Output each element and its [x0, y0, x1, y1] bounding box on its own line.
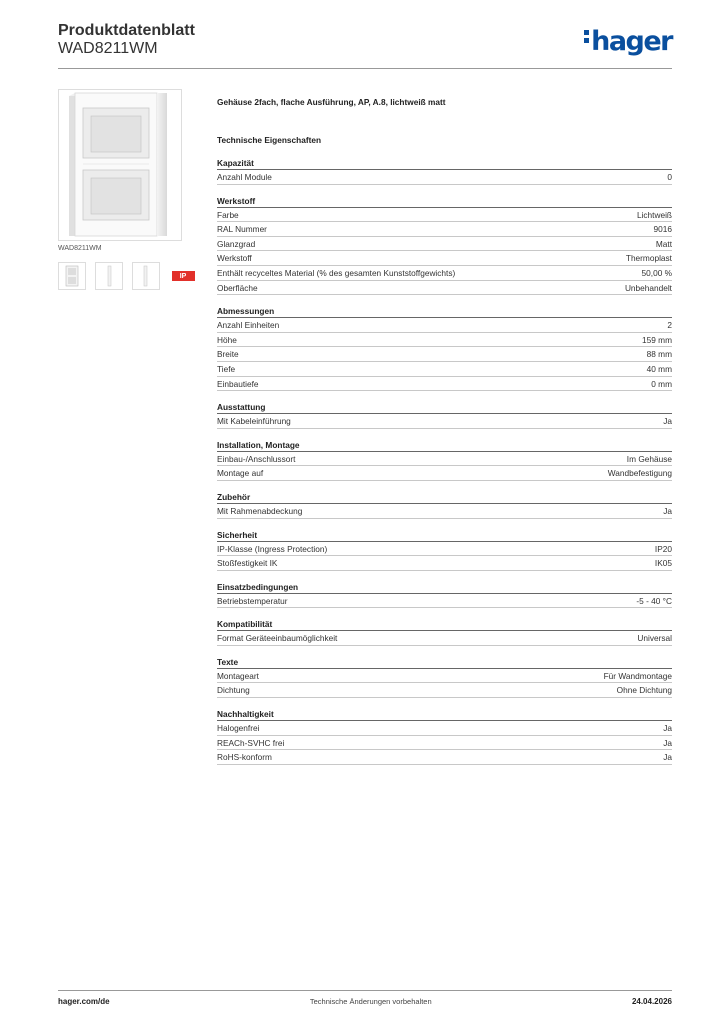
spec-label: Breite [217, 349, 239, 360]
image-caption: WAD8211WM [58, 245, 102, 252]
tech-properties-heading: Technische Eigenschaften [217, 135, 322, 145]
section-title: Kapazität [217, 156, 672, 170]
spec-label: Einbau-/Anschlussort [217, 453, 296, 464]
spec-section [217, 617, 672, 646]
spec-row [217, 721, 672, 736]
spec-row [217, 750, 672, 765]
spec-row [217, 318, 672, 333]
spec-label: RAL Nummer [217, 224, 267, 235]
section-title: Ausstattung [217, 400, 672, 414]
spec-value: Ja [663, 752, 672, 763]
section-title: Nachhaltigkeit [217, 707, 672, 721]
section-title: Kompatibilität [217, 617, 672, 631]
spec-sections [217, 156, 672, 765]
thumbnail-side-alt[interactable] [132, 262, 160, 290]
thumbnail-front[interactable] [58, 262, 86, 290]
spec-section [217, 194, 672, 296]
section-title: Werkstoff [217, 194, 672, 208]
spec-label: Enthält recyceltes Material (% des gesamten Kunststoffgewichts) [217, 267, 456, 278]
footer-disclaimer: Technische Änderungen vorbehalten [309, 997, 432, 1006]
enclosure-thumb-icon [65, 265, 79, 287]
spec-label: Format Geräteeinbaumöglichkeit [217, 633, 338, 644]
spec-value: Matt [655, 238, 672, 249]
spec-row [217, 736, 672, 751]
thumbnail-strip [58, 262, 197, 290]
footer-divider [58, 990, 672, 991]
spec-section [217, 438, 672, 481]
specification-content [217, 95, 672, 774]
spec-value: 9016 [653, 224, 672, 235]
section-title: Abmessungen [217, 304, 672, 318]
spec-row [217, 631, 672, 646]
document-title: Produktdatenblatt [58, 22, 195, 39]
page-header [58, 22, 672, 68]
enclosure-image-icon [59, 90, 181, 240]
spec-label: Werkstoff [217, 253, 252, 264]
spec-value: Ja [663, 416, 672, 427]
spec-value: Ohne Dichtung [616, 685, 672, 696]
spec-row [217, 594, 672, 609]
spec-value: Wandbefestigung [607, 468, 672, 479]
spec-label: Mit Kabeleinführung [217, 416, 291, 427]
header-divider [58, 68, 672, 69]
hager-logo [584, 26, 672, 57]
footer-date: 24.04.2026 [631, 997, 672, 1006]
product-image [58, 89, 182, 241]
section-title: Sicherheit [217, 528, 672, 542]
spec-value: 40 mm [646, 363, 672, 374]
spec-row [217, 208, 672, 223]
thumbnail-ip-rating[interactable] [169, 262, 197, 290]
spec-section [217, 655, 672, 698]
spec-row [217, 556, 672, 571]
spec-row [217, 170, 672, 185]
logo-dots-icon [584, 27, 589, 46]
spec-section [217, 707, 672, 765]
spec-label: Montageart [217, 670, 259, 681]
spec-value: 0 mm [651, 378, 672, 389]
spec-row [217, 281, 672, 296]
spec-label: Dichtung [217, 685, 250, 696]
spec-value: Thermoplast [625, 253, 672, 264]
spec-value: 50,00 % [641, 267, 672, 278]
product-description: Gehäuse 2fach, flache Ausführung, AP, A.8, lichtweiß matt [217, 97, 446, 107]
spec-row [217, 669, 672, 684]
spec-label: Farbe [217, 209, 239, 220]
section-title: Einsatzbedingungen [217, 580, 672, 594]
spec-value: Im Gehäuse [626, 453, 672, 464]
spec-value: 88 mm [646, 349, 672, 360]
spec-value: 0 [667, 172, 672, 182]
section-title: Installation, Montage [217, 438, 672, 452]
spec-value: Ja [663, 737, 672, 748]
spec-label: Oberfläche [217, 282, 258, 293]
spec-label: IP-Klasse (Ingress Protection) [217, 543, 328, 554]
spec-label: Stoßfestigkeit IK [217, 558, 278, 569]
spec-label: REACh-SVHC frei [217, 737, 285, 748]
spec-label: Montage auf [217, 468, 264, 479]
spec-section [217, 528, 672, 571]
section-title: Zubehör [217, 490, 672, 504]
section-title: Texte [217, 655, 672, 669]
spec-label: Anzahl Einheiten [217, 320, 280, 331]
spec-value: IP20 [654, 543, 672, 554]
spec-row [217, 347, 672, 362]
spec-row [217, 504, 672, 519]
spec-label: Anzahl Module [217, 172, 272, 182]
spec-row [217, 266, 672, 281]
spec-row [217, 452, 672, 467]
spec-section [217, 304, 672, 391]
ip-rating-icon [172, 271, 195, 281]
spec-label: Glanzgrad [217, 238, 256, 249]
spec-value: Ja [663, 723, 672, 734]
spec-value: -5 - 40 °C [636, 595, 672, 606]
spec-section [217, 580, 672, 609]
spec-row [217, 362, 672, 377]
spec-row [217, 414, 672, 429]
spec-label: Betriebstemperatur [217, 595, 288, 606]
spec-value: 159 mm [642, 334, 672, 345]
footer-website[interactable]: hager.com/de [58, 997, 110, 1006]
spec-section [217, 156, 672, 185]
spec-value: IK05 [654, 558, 672, 569]
spec-label: Einbautiefe [217, 378, 259, 389]
spec-label: Halogenfrei [217, 723, 260, 734]
side-view-icon [105, 265, 113, 287]
spec-value: Lichtweiß [636, 209, 672, 220]
spec-value: Für Wandmontage [603, 670, 672, 681]
spec-row [217, 683, 672, 698]
spec-label: Tiefe [217, 363, 236, 374]
ip-badge-label: IP [179, 272, 187, 280]
thumbnail-side[interactable] [95, 262, 123, 290]
page-footer [58, 997, 672, 1006]
spec-label: Mit Rahmenabdeckung [217, 505, 303, 516]
spec-row [217, 333, 672, 348]
spec-row [217, 377, 672, 392]
side-view-alt-icon [142, 265, 150, 287]
spec-row [217, 222, 672, 237]
logo-text: hager [591, 26, 672, 57]
spec-value: 2 [667, 320, 672, 331]
spec-section [217, 400, 672, 429]
spec-label: Höhe [217, 334, 237, 345]
spec-row [217, 251, 672, 266]
spec-row [217, 237, 672, 252]
spec-label: RoHS-konform [217, 752, 272, 763]
spec-value: Unbehandelt [624, 282, 672, 293]
spec-row [217, 542, 672, 557]
article-number: WAD8211WM [58, 40, 158, 57]
spec-value: Universal [637, 633, 672, 644]
spec-value: Ja [663, 505, 672, 516]
spec-row [217, 466, 672, 481]
spec-section [217, 490, 672, 519]
